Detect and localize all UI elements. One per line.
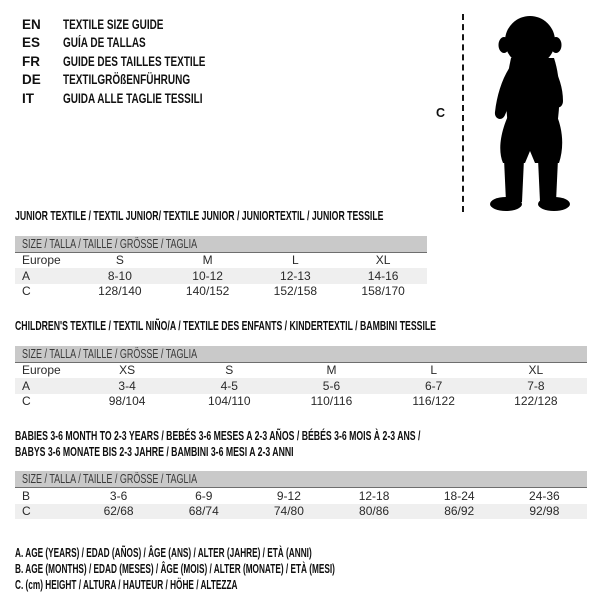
- guide-title: GUIDE DES TAILLES TEXTILE: [63, 53, 206, 69]
- babies-size-table: [15, 471, 587, 519]
- value-cell: M: [326, 363, 337, 378]
- value-cell: 86/92: [444, 504, 475, 519]
- row-label-cell: B: [22, 488, 31, 503]
- language-row: [22, 71, 256, 89]
- value-cell: 92/98: [529, 504, 560, 519]
- value-cell: 152/158: [273, 284, 318, 299]
- value-cell: 6-7: [424, 378, 443, 393]
- value-cell: 18-24: [443, 488, 475, 503]
- value-cell: L: [430, 363, 437, 378]
- size-header-label: SIZE / TALLA / TAILLE / GRÖSSE / TAGLIA: [22, 236, 198, 251]
- language-title-list: [22, 16, 256, 108]
- value-cell: XL: [528, 363, 544, 378]
- size-header-bar: [15, 346, 587, 363]
- value-cell: S: [115, 253, 124, 268]
- value-cell: 8-10: [107, 268, 132, 283]
- heading-line: BABYS 3-6 MONATE BIS 2-3 JAHRE / BAMBINI 3-6 MESI A 2-3 ANNI: [15, 443, 294, 459]
- guide-title: TEXTILE SIZE GUIDE: [63, 17, 164, 32]
- language-row: [22, 90, 256, 108]
- row-label-cell: Europe: [22, 253, 61, 268]
- value-cell: 14-16: [367, 268, 399, 283]
- table-row: [15, 253, 427, 269]
- footnote-line: B. AGE (MONTHS) / EDAD (MESES) / ÂGE (MOIS) / ALTER (MONATE) / ETÀ (MESI): [15, 562, 335, 577]
- table-row: [15, 488, 587, 504]
- section-heading: [15, 318, 587, 334]
- language-row: [22, 53, 256, 71]
- value-cell: 110/116: [310, 394, 353, 409]
- row-label-cell: C: [22, 504, 31, 519]
- footnote-line: A. AGE (YEARS) / EDAD (AÑOS) / ÂGE (ANS) / ALTER (JAHRE) / ETÀ (ANNI): [15, 546, 312, 560]
- value-cell: 7-8: [527, 378, 545, 393]
- language-code: IT: [22, 90, 34, 106]
- heading-line: BABIES 3-6 MONTH TO 2-3 YEARS / BEBÉS 3-6 MESES A 2-3 AÑOS / BÉBÉS 3-6 MOIS À 2-3 ANS /: [15, 428, 421, 443]
- height-dashed-line: [462, 14, 464, 212]
- heading-line: CHILDREN'S TEXTILE / TEXTIL NIÑO/A / TEXTILE DES ENFANTS / KINDERTEXTIL / BAMBINI TESSILE: [15, 318, 436, 333]
- toddler-silhouette-image: [472, 14, 588, 214]
- section-junior-textile: [0, 208, 600, 299]
- table-row: [15, 268, 427, 284]
- language-row: [22, 34, 256, 52]
- junior-size-table: [15, 236, 427, 300]
- value-cell: 3-6: [109, 488, 128, 503]
- value-cell: XS: [119, 363, 136, 378]
- value-cell: 5-6: [322, 378, 341, 393]
- guide-title: GUIDA ALLE TAGLIE TESSILI: [63, 90, 203, 106]
- value-cell: 12-13: [280, 268, 311, 283]
- row-label-cell: Europe: [22, 363, 61, 378]
- language-code: ES: [22, 35, 41, 51]
- guide-title: GUÍA DE TALLAS: [63, 35, 146, 51]
- size-table: [15, 253, 427, 300]
- table-row: [15, 504, 587, 520]
- size-header-bar: [15, 236, 427, 253]
- value-cell: 122/128: [514, 394, 558, 409]
- value-cell: 10-12: [192, 268, 223, 283]
- footnote-legend: [0, 545, 600, 594]
- children-size-table: [15, 346, 587, 410]
- value-cell: 68/74: [188, 504, 219, 519]
- footnote-line: C. (cm) HEIGHT / ALTURA / HAUTEUR / HÖHE / ALTEZZA: [15, 578, 238, 593]
- guide-title: TEXTILGRÖßENFÜHRUNG: [63, 72, 191, 88]
- heading-line: JUNIOR TEXTILE / TEXTIL JUNIOR/ TEXTILE JUNIOR / JUNIORTEXTIL / JUNIOR TESSILE: [15, 208, 384, 223]
- header-area: [0, 0, 600, 196]
- row-label-cell: C: [22, 284, 31, 299]
- value-cell: XL: [375, 253, 391, 268]
- value-cell: 140/152: [185, 284, 230, 299]
- value-cell: 24-36: [529, 488, 560, 503]
- table-row: [15, 394, 587, 410]
- size-table: [15, 363, 587, 410]
- height-measure-label: C: [436, 106, 446, 120]
- value-cell: 12-18: [358, 488, 390, 503]
- language-code: FR: [22, 53, 40, 69]
- row-label-cell: C: [22, 394, 31, 409]
- value-cell: L: [292, 253, 299, 268]
- value-cell: 62/68: [103, 504, 134, 519]
- row-label-cell: A: [22, 268, 31, 283]
- value-cell: 158/170: [361, 284, 405, 299]
- value-cell: 128/140: [98, 284, 142, 299]
- value-cell: M: [202, 253, 213, 268]
- language-row: [22, 16, 256, 34]
- value-cell: 104/110: [208, 394, 251, 409]
- language-code: DE: [22, 72, 41, 88]
- value-cell: 6-9: [195, 488, 213, 503]
- section-childrens-textile: [0, 318, 600, 409]
- table-row: [15, 363, 587, 379]
- value-cell: 116/122: [412, 394, 455, 409]
- value-cell: 74/80: [273, 504, 304, 519]
- value-cell: 98/104: [108, 394, 146, 409]
- table-row: [15, 378, 587, 394]
- value-cell: 4-5: [220, 378, 238, 393]
- section-heading: [15, 428, 587, 459]
- size-header-label: SIZE / TALLA / TAILLE / GRÖSSE / TAGLIA: [22, 346, 198, 361]
- size-header-bar: [15, 471, 587, 488]
- row-label-cell: A: [22, 378, 31, 393]
- table-row: [15, 284, 427, 300]
- value-cell: S: [225, 363, 234, 378]
- size-header-label: SIZE / TALLA / TAILLE / GRÖSSE / TAGLIA: [22, 472, 198, 486]
- value-cell: 3-4: [118, 378, 136, 393]
- size-table: [15, 488, 587, 519]
- measurement-figure: [420, 8, 592, 212]
- value-cell: 80/86: [359, 504, 390, 519]
- language-code: EN: [22, 17, 41, 32]
- section-babies-textile: [0, 428, 600, 519]
- value-cell: 9-12: [276, 488, 301, 503]
